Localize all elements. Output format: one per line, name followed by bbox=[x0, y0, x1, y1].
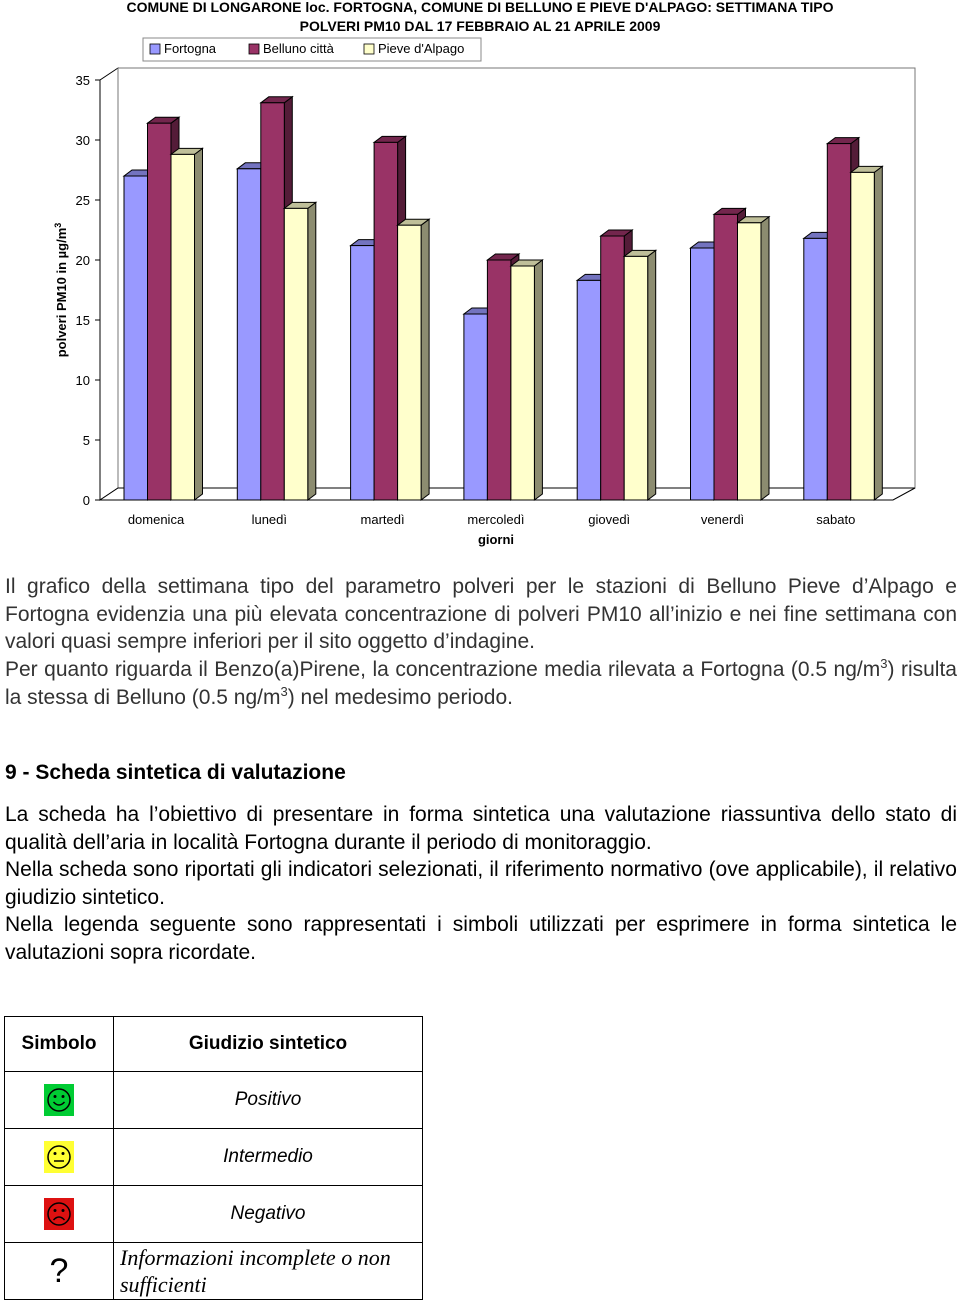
pm10-weekly-chart bbox=[0, 0, 960, 560]
x-tick-label: venerdì bbox=[700, 512, 745, 527]
section-heading: 9 - Scheda sintetica di valutazione bbox=[5, 761, 346, 784]
y-tick-label: 20 bbox=[75, 253, 90, 268]
legend-row-negative bbox=[5, 1186, 423, 1243]
scheda-paragraph-1: La scheda ha l’obiettivo di presentare in forma sintetica una valutazione riassuntiva dello stato di qualità dell’aria in località Fortogna durante il periodo di monitoraggio. bbox=[5, 803, 957, 854]
bar-front bbox=[577, 280, 601, 500]
bar-front bbox=[124, 176, 148, 500]
neutral-face-eye-left bbox=[54, 1152, 57, 1155]
plot-area bbox=[76, 68, 915, 527]
x-tick-label: giovedì bbox=[588, 512, 631, 527]
bar-front bbox=[464, 314, 488, 500]
bar-front bbox=[624, 256, 648, 500]
bar-front bbox=[398, 225, 422, 500]
symbol-cell bbox=[5, 1186, 114, 1243]
y-tick-label: 5 bbox=[82, 433, 90, 448]
legend-swatch-belluno bbox=[249, 44, 259, 54]
bar bbox=[624, 250, 656, 500]
bar-front bbox=[237, 169, 260, 500]
x-tick-label: sabato bbox=[816, 512, 856, 527]
judgement-label: Informazioni incomplete o non sufficienti bbox=[114, 1243, 423, 1300]
neutral-face-eye-right bbox=[62, 1152, 65, 1155]
legend-table bbox=[4, 1016, 423, 1300]
header-judgement: Giudizio sintetico bbox=[114, 1017, 423, 1072]
bar bbox=[511, 260, 543, 500]
bar-front bbox=[374, 142, 398, 500]
sad-face-icon bbox=[44, 1198, 74, 1230]
bar-front bbox=[601, 236, 625, 500]
y-tick-label: 25 bbox=[75, 193, 90, 208]
sad-face-eye-left bbox=[54, 1209, 57, 1212]
bar bbox=[398, 219, 430, 500]
happy-face-eye-left bbox=[54, 1095, 57, 1098]
sad-face-eye-right bbox=[62, 1209, 65, 1212]
benzopirene-paragraph bbox=[5, 656, 957, 711]
happy-face-eye-right bbox=[62, 1095, 65, 1098]
header-symbol: Simbolo bbox=[5, 1017, 114, 1072]
bar-side bbox=[308, 202, 316, 500]
scheda-paragraph-2: Nella scheda sono riportati gli indicatori selezionati, il riferimento normativo (ove applicabile), il relativo giudizio sintetico. bbox=[5, 858, 957, 909]
legend-label-fortogna: Fortogna bbox=[164, 41, 217, 56]
bar-front bbox=[827, 144, 851, 500]
bar-front bbox=[804, 238, 828, 500]
benzopirene-text-b: ) risulta la stessa di Belluno (0.5 ng/m bbox=[5, 658, 957, 709]
unit-sup-1: 3 bbox=[880, 656, 888, 671]
x-tick-label: mercoledì bbox=[467, 512, 525, 527]
y-axis-title bbox=[53, 223, 69, 358]
legend-table-header-row bbox=[5, 1017, 423, 1072]
y-tick-label: 0 bbox=[82, 493, 90, 508]
scheda-paragraph-3: Nella legenda seguente sono rappresentati i simboli utilizzati per esprimere in forma sintetica le valutazioni sopra ricordate. bbox=[5, 913, 957, 964]
legend-row-intermediate bbox=[5, 1129, 423, 1186]
bar-side bbox=[534, 260, 542, 500]
bar-front bbox=[714, 214, 738, 500]
y-tick-label: 35 bbox=[75, 73, 90, 88]
bar bbox=[171, 148, 203, 500]
y-tick-label: 30 bbox=[75, 133, 90, 148]
neutral-face-icon bbox=[44, 1141, 74, 1173]
bar-front bbox=[351, 246, 375, 500]
chart-legend bbox=[143, 38, 481, 61]
question-mark-icon: ? bbox=[5, 1243, 114, 1300]
bar-side bbox=[874, 166, 882, 500]
unit-sup-2: 3 bbox=[280, 683, 288, 699]
bar bbox=[738, 217, 770, 500]
bar-front bbox=[171, 154, 195, 500]
bar-front bbox=[738, 223, 762, 500]
y-tick-label: 10 bbox=[75, 373, 90, 388]
bar-front bbox=[511, 266, 535, 500]
bar bbox=[284, 202, 316, 500]
bar-front bbox=[284, 208, 308, 500]
legend-label-belluno: Belluno città bbox=[263, 41, 334, 56]
bar-side bbox=[648, 250, 656, 500]
bar-front bbox=[261, 103, 285, 500]
y-tick-label: 15 bbox=[75, 313, 90, 328]
legend-row-positive bbox=[5, 1072, 423, 1129]
judgement-label: Positivo bbox=[114, 1072, 423, 1129]
benzopirene-text-a: Per quanto riguarda il Benzo(a)Pirene, la concentrazione media rilevata a Fortogna (0.5 ng/m bbox=[5, 658, 881, 681]
bar-front bbox=[851, 172, 875, 500]
bar-side bbox=[195, 148, 203, 500]
legend-label-pieve: Pieve d'Alpago bbox=[378, 41, 465, 56]
symbol-cell bbox=[5, 1129, 114, 1186]
bar-side bbox=[421, 219, 429, 500]
x-tick-label: domenica bbox=[127, 512, 185, 527]
chart-subtitle: POLVERI PM10 DAL 17 FEBBRAIO AL 21 APRILE 2009 bbox=[299, 18, 661, 34]
bar-front bbox=[487, 260, 511, 500]
bar bbox=[851, 166, 883, 500]
y-axis-title-sup: 3 bbox=[53, 222, 63, 228]
x-tick-label: martedì bbox=[360, 512, 405, 527]
legend-swatch-fortogna bbox=[150, 44, 160, 54]
x-axis-title: giorni bbox=[477, 532, 515, 547]
y-axis-title-text: polveri PM10 in µg/m bbox=[54, 227, 69, 358]
chart-title: COMUNE DI LONGARONE loc. FORTOGNA, COMUNE DI BELLUNO E PIEVE D'ALPAGO: SETTIMANA TIPO bbox=[126, 0, 834, 15]
chart-side-wall bbox=[100, 68, 118, 500]
happy-face-icon bbox=[44, 1084, 74, 1116]
legend-swatch-pieve bbox=[364, 44, 374, 54]
legend-row-incomplete bbox=[5, 1243, 423, 1300]
judgement-label: Negativo bbox=[114, 1186, 423, 1243]
bar-front bbox=[691, 248, 715, 500]
x-tick-label: lunedì bbox=[251, 512, 288, 527]
bar-side bbox=[761, 217, 769, 500]
symbol-cell bbox=[5, 1072, 114, 1129]
bar-front bbox=[148, 123, 172, 500]
benzopirene-text-c: ) nel medesimo periodo. bbox=[287, 685, 513, 709]
chart-description-paragraph: Il grafico della settimana tipo del parametro polveri per le stazioni di Belluno Pieve d’Alpago e Fortogna evidenzia una più elevata concentrazione di polveri PM10 all’inizio e nei fine settimana con valori quasi sempre inferiori per il sito oggetto d’indagine. bbox=[5, 575, 957, 653]
judgement-label: Intermedio bbox=[114, 1129, 423, 1186]
